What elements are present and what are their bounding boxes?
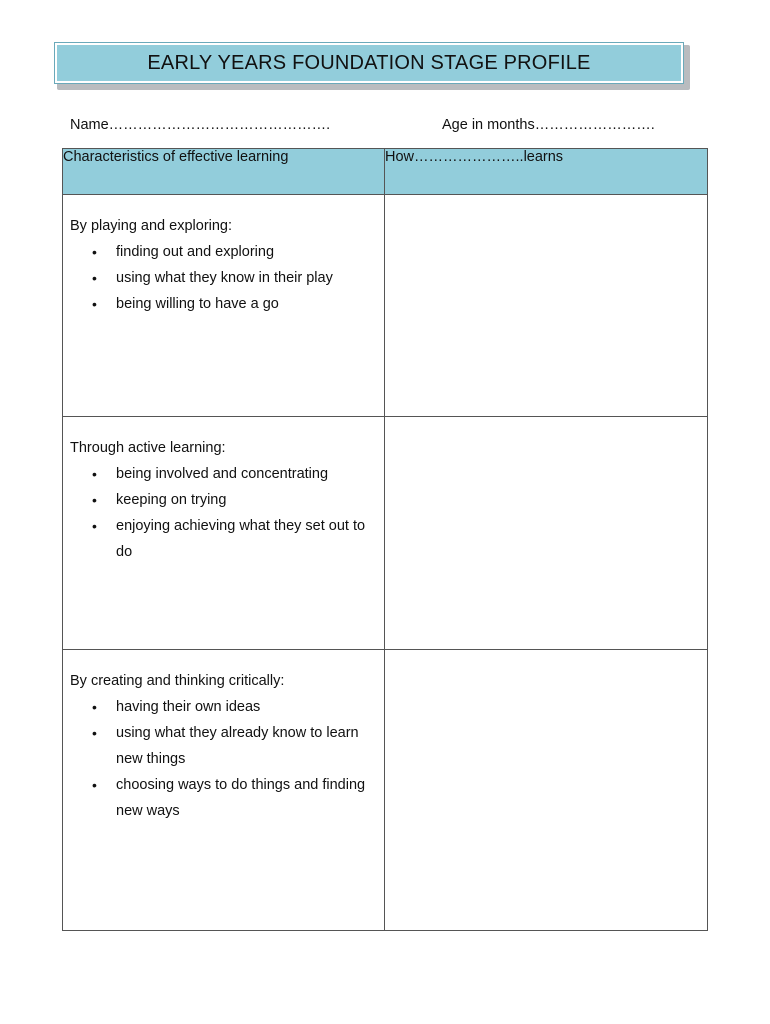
characteristic-cell [63,417,385,650]
list-item: • using what they already know to learn new things [70,720,377,772]
list-item: • using what they know in their play [70,265,377,291]
bullet-list [70,239,377,317]
observation-cell[interactable] [385,195,708,417]
row-heading: By creating and thinking critically: [70,673,285,689]
table-row [63,195,708,417]
table-row [63,650,708,931]
table-header-row [63,149,708,195]
list-item: • choosing ways to do things and finding new ways [70,772,377,824]
observation-cell[interactable] [385,417,708,650]
list-item: • enjoying achieving what they set out to do [70,513,377,565]
age-field[interactable]: Age in months……………………. [442,117,655,133]
list-item: • keeping on trying [70,487,377,513]
header-how-learns: How…………………..learns [385,149,708,195]
row-heading: Through active learning: [70,440,226,456]
observation-cell[interactable] [385,650,708,931]
row-heading: By playing and exploring: [70,218,233,234]
name-field[interactable]: Name………………………………………. [70,117,331,133]
header-characteristics: Characteristics of effective learning [63,149,385,195]
list-item: • being involved and concentrating [70,461,377,487]
page-title: EARLY YEARS FOUNDATION STAGE PROFILE [147,51,591,74]
bullet-list [70,461,377,565]
list-item: • being willing to have a go [70,291,377,317]
title-banner [54,42,684,84]
characteristic-cell [63,195,385,417]
characteristic-cell [63,650,385,931]
bullet-list [70,694,377,824]
table-row [63,417,708,650]
list-item: • finding out and exploring [70,239,377,265]
list-item: • having their own ideas [70,694,377,720]
learning-table [62,148,708,931]
